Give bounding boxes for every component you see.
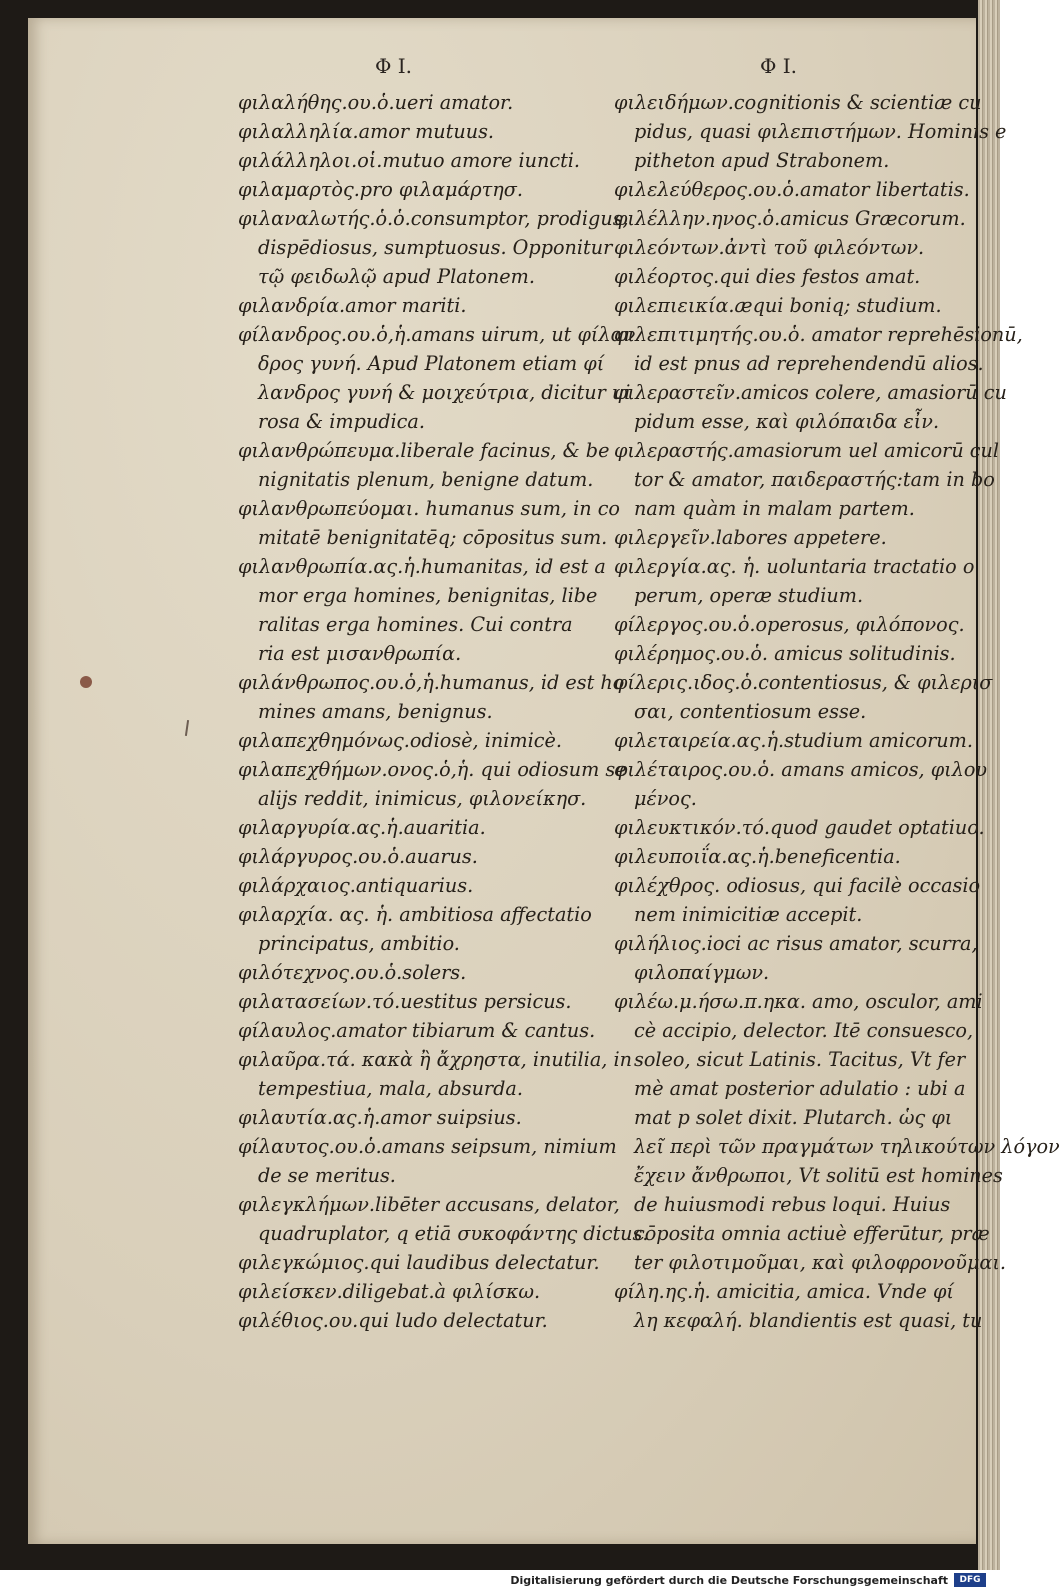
left-column-line: alijs reddit, inimicus, φιλονείκησ.	[258, 787, 587, 810]
left-column-line: φίλαυλος.amator tibiarum & cantus.	[238, 1019, 596, 1042]
left-column-line: φιλάλληλοι.οἱ.mutuo amore iuncti.	[238, 149, 581, 172]
right-column-line: pidus, quasi φιλεπιστήμων. Hominis e	[634, 120, 1007, 143]
left-column-line: φιλαπεχθημόνως.odiosè, inimicè.	[238, 729, 562, 752]
left-column-line: φιλατασείων.τό.uestitus persicus.	[238, 990, 572, 1013]
right-column-line: φιλεραστής.amasiorum uel amicorū cul	[614, 439, 1000, 462]
right-column-line: φιλέχθρος. odiosus, qui facilè occasio	[614, 874, 981, 897]
right-column-line: φιλέταιρος.ου.ὁ. amans amicos, φιλου	[614, 758, 988, 781]
right-column-line: perum, operæ studium.	[634, 584, 864, 607]
right-column-line: cè accipio, delector. Itē consuesco,	[634, 1019, 974, 1042]
right-column-line: mat p solet dixit. Plutarch. ὡς φι	[634, 1106, 953, 1129]
right-column-line: σαι, contentiosum esse.	[634, 700, 867, 723]
left-column-line: rosa & impudica.	[258, 410, 425, 433]
left-column-line: φιλαργυρία.ας.ἡ.auaritia.	[238, 816, 486, 839]
right-column-line: μένος.	[634, 787, 697, 810]
right-column-line: mè amat posterior adulatio : ubi a	[634, 1077, 966, 1100]
margin-mark	[185, 720, 189, 736]
right-column	[614, 88, 1060, 1335]
right-column-line: φιλοπαίγμων.	[634, 961, 770, 984]
right-column-line: cōposita omnia actiuè efferūtur, præ	[634, 1222, 990, 1245]
left-column-line: φιλαλληλία.amor mutuus.	[238, 120, 495, 143]
right-column-line: φιλευποιΐα.ας.ἡ.beneficentia.	[614, 845, 901, 868]
right-column-line: λη κεφαλή. blandientis est quasi, tu	[634, 1309, 983, 1332]
right-column-line: φιλεπιεικία.æqui boniq; studium.	[614, 294, 942, 317]
right-column-line: soleo, sicut Latinis. Tacitus, Vt fer	[634, 1048, 966, 1071]
right-column-line: φιλευκτικόν.τό.quod gaudet optatiuo.	[614, 816, 985, 839]
right-column-line: λεῖ περὶ τῶν πραγμάτων τηλικούτων λόγον	[634, 1135, 1060, 1158]
right-column-line: φιλεραστεῖν.amicos colere, amasiorū cu	[614, 381, 1007, 404]
left-column-line: φιλαναλωτής.ὁ.ὁ.consumptor, prodigus,	[238, 207, 629, 230]
right-column-line: id est pnus ad reprehendendū alios.	[634, 352, 984, 375]
left-column-line: φίλαυτος.ου.ὁ.amans seipsum, nimium	[238, 1135, 617, 1158]
right-column-line: de huiusmodi rebus loqui. Huius	[634, 1193, 951, 1216]
left-column-line: φιλότεχνος.ου.ὁ.solers.	[238, 961, 467, 984]
right-column-line: φιλειδήμων.cognitionis & scientiæ cu	[614, 91, 982, 114]
left-column-line: τῷ φειδωλῷ apud Platonem.	[258, 265, 535, 288]
left-column-line: φιλανδρία.amor mariti.	[238, 294, 467, 317]
right-column-line: φιλεπιτιμητής.ου.ὁ. amator reprehēsionū,	[614, 323, 1023, 346]
right-column-line: tor & amator, παιδεραστής:tam in bo	[634, 468, 995, 491]
right-column-line: pitheton apud Strabonem.	[634, 149, 890, 172]
right-column-line: φιλεταιρεία.ας.ἡ.studium amicorum.	[614, 729, 973, 752]
right-column-line: φιλέορτος.qui dies festos amat.	[614, 265, 921, 288]
left-column-line: quadruplator, q etiā συκοφάντης dictus.	[258, 1222, 649, 1245]
left-column-line: tempestiua, mala, absurda.	[258, 1077, 523, 1100]
left-column-line: φιλεγκώμιος.qui laudibus delectatur.	[238, 1251, 600, 1274]
right-column-line: pidum esse, καὶ φιλόπαιδα εἶν.	[634, 410, 940, 433]
right-column-line: ἔχειν ἄνθρωποι, Vt solitū est homines	[634, 1164, 1003, 1187]
ink-blot	[80, 676, 92, 688]
left-column	[238, 88, 649, 1335]
right-column-line: nam quàm in malam partem.	[634, 497, 915, 520]
left-column-line: φιλάργυρος.ου.ὁ.auarus.	[238, 845, 478, 868]
funding-notice: Digitalisierung gefördert durch die Deutsche Forschungsgemeinschaft	[510, 1574, 948, 1587]
right-column-line: φίλερις.ιδος.ὁ.contentiosus, & φιλερισ	[614, 671, 993, 694]
left-column-line: φιλαμαρτὸς.pro φιλαμάρτησ.	[238, 178, 523, 201]
left-column-line: φιλανθρωπία.ας.ἡ.humanitas, id est a	[238, 555, 606, 578]
right-column-line: φιλεργία.ας. ἡ. uoluntaria tractatio o	[614, 555, 975, 578]
left-column-line: φίλανδρος.ου.ὁ,ἡ.amans uirum, ut φίλαν	[238, 323, 636, 346]
right-column-line: φιλέρημος.ου.ὁ. amicus solitudinis.	[614, 642, 956, 665]
running-head-right: Φ I.	[760, 54, 798, 78]
left-column-line: ria est μισανθρωπία.	[258, 642, 462, 665]
right-column-line: φιλεργεῖν.labores appetere.	[614, 526, 887, 549]
left-column-line: φιλαπεχθήμων.ονος.ὁ,ἡ. qui odiosum se	[238, 758, 627, 781]
left-column-line: φιλεγκλήμων.libēter accusans, delator,	[238, 1193, 620, 1216]
left-column-line: φιλάνθρωπος.ου.ὁ,ἡ.humanus, id est ho	[238, 671, 625, 694]
footer-bar	[0, 1570, 1000, 1592]
right-column-line: ter φιλοτιμοῦμαι, καὶ φιλοφρονοῦμαι.	[634, 1251, 1007, 1274]
left-column-line: de se meritus.	[258, 1164, 396, 1187]
right-column-line: φίλεργος.ου.ὁ.operosus, φιλόπονος.	[614, 613, 965, 636]
left-column-line: φιλαῦρα.τά. κακὰ ἢ ἄχρηστα, inutilia, in	[238, 1048, 632, 1071]
left-column-line: δρος γυνή. Apud Platonem etiam φί	[258, 352, 605, 375]
running-head-left: Φ I.	[375, 54, 413, 78]
right-column-line: φιλεόντων.ἀντὶ τοῦ φιλεόντων.	[614, 236, 925, 259]
left-column-line: λανδρος γυνή & μοιχεύτρια, dicitur ui	[258, 381, 631, 404]
left-column-line: φιλανθρωπεύομαι. humanus sum, in co	[238, 497, 620, 520]
left-column-line: φιλανθρώπευμα.liberale facinus, & be	[238, 439, 610, 462]
right-column-line: φιλέω.μ.ήσω.π.ηκα. amo, osculor, ami	[614, 990, 983, 1013]
left-column-line: φιλαυτία.ας.ἡ.amor suipsius.	[238, 1106, 522, 1129]
right-column-line: nem inimicitiæ accepit.	[634, 903, 863, 926]
left-column-line: φιλέθιος.ου.qui ludo delectatur.	[238, 1309, 548, 1332]
right-column-line: φιλελεύθερος.ου.ὁ.amator libertatis.	[614, 178, 970, 201]
left-column-line: nignitatis plenum, benigne datum.	[258, 468, 594, 491]
left-column-line: φιλείσκεν.diligebat.à φιλίσκω.	[238, 1280, 541, 1303]
right-column-line: φιλήλιος.ioci ac risus amator, scurra,	[614, 932, 978, 955]
left-column-line: dispēdiosus, sumptuosus. Opponitur	[258, 236, 613, 259]
left-column-line: ralitas erga homines. Cui contra	[258, 613, 573, 636]
left-column-line: mines amans, benignus.	[258, 700, 493, 723]
right-column-line: φίλη.ης.ἡ. amicitia, amica. Vnde φί	[614, 1280, 954, 1303]
dfg-logo: DFG	[954, 1573, 986, 1587]
left-column-line: φιλαλήθης.ου.ὁ.ueri amator.	[238, 91, 514, 114]
left-column-line: principatus, ambitio.	[258, 932, 460, 955]
right-column-line: φιλέλλην.ηνος.ὁ.amicus Græcorum.	[614, 207, 966, 230]
left-column-line: φιλάρχαιος.antiquarius.	[238, 874, 474, 897]
left-column-line: mor erga homines, benignitas, libe	[258, 584, 598, 607]
left-column-line: φιλαρχία. ας. ἡ. ambitiosa affectatio	[238, 903, 592, 926]
left-column-line: mitatē benignitatēq; cōpositus sum.	[258, 526, 608, 549]
